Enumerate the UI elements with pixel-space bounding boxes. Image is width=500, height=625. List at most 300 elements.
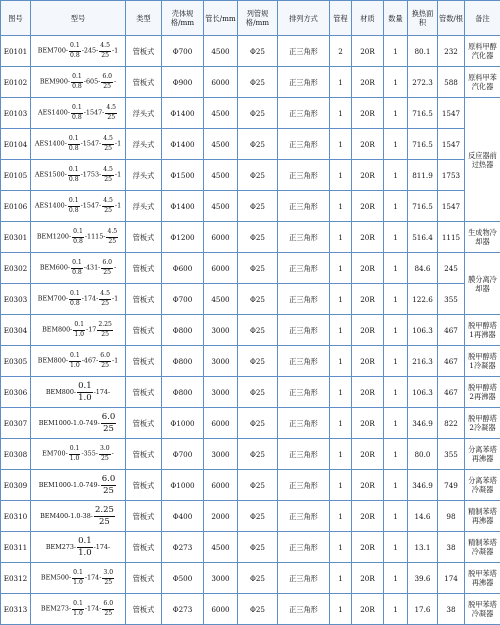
fraction-denominator: 25 [102,579,114,586]
material-cell: 20R [352,439,384,470]
drawing-no-cell: E0310 [1,501,31,532]
model-prefix: BEM700- [38,47,68,55]
model-cell [31,408,126,439]
passes-cell: 1 [330,501,352,532]
model-cell [31,284,126,315]
quantity-cell: 1 [384,98,408,129]
table-row [1,284,500,315]
model-fraction [102,136,114,151]
fraction-denominator: 25 [99,300,111,307]
model-cell [31,222,126,253]
model-prefix: BEM800- [38,357,68,365]
fraction-denominator: 1.0 [72,579,84,586]
fraction-denominator: 0.8 [72,238,84,245]
quantity-cell: 1 [384,439,408,470]
area-cell: 39.6 [408,563,438,594]
tube-count-cell: 98 [438,501,465,532]
fraction-denominator: 25 [101,83,113,90]
tube-spec-cell: Φ25 [238,253,278,284]
drawing-no-cell: E0104 [1,129,31,160]
tube-spec-cell: Φ25 [238,191,278,222]
header-type: 类型 [126,1,162,36]
tube-count-cell: 1547 [438,129,465,160]
layout-cell: 正三角形 [278,377,330,408]
tube-count-cell: 588 [438,67,465,98]
model-cell [31,563,126,594]
fraction-numerator: 4.5 [99,43,111,51]
table-row [1,67,500,98]
model-suffix: -1 [115,202,121,210]
type-cell: 管板式 [126,377,162,408]
quantity-cell: 1 [384,67,408,98]
model-cell [31,439,126,470]
fraction-numerator: 4.5 [102,167,114,175]
model-fraction [68,167,80,182]
fraction-numerator: 2.25 [94,506,115,517]
model-middle: -174- [94,388,111,396]
shell-spec-cell: Φ900 [162,67,204,98]
model-fraction [102,601,114,616]
fraction-numerator: 0.1 [72,570,84,578]
fraction-denominator: 1.0 [69,455,81,462]
table-row [1,129,500,160]
model-middle: -17 [86,326,96,334]
fraction-numerator: 0.1 [73,322,85,330]
model-fraction [68,198,80,213]
drawing-no-cell: E0105 [1,160,31,191]
fraction-denominator: 25 [102,176,114,183]
remark-cell: 脱甲苯塔冷凝器 [465,594,500,625]
table-row [1,253,500,284]
area-cell: 84.6 [408,253,438,284]
remark-cell: 膜分离冷却器 [465,253,500,315]
material-cell: 20R [352,253,384,284]
tube-count-cell: 232 [438,36,465,67]
fraction-denominator: 25 [101,269,113,276]
model-cell [31,36,126,67]
quantity-cell: 1 [384,129,408,160]
table-row [1,532,500,563]
fraction-denominator: 0.8 [68,176,80,183]
passes-cell: 1 [330,439,352,470]
shell-spec-cell: Φ1000 [162,470,204,501]
type-cell: 管板式 [126,284,162,315]
layout-cell: 正三角形 [278,98,330,129]
material-cell: 20R [352,470,384,501]
fraction-numerator: 6.0 [101,475,117,486]
type-cell: 管板式 [126,36,162,67]
shell-spec-cell: Φ400 [162,501,204,532]
model-cell [31,253,126,284]
model-middle: -1547- [81,140,102,148]
header-tube-spec: 列管规格/mm [238,1,278,36]
tube-spec-cell: Φ25 [238,594,278,625]
layout-cell: 正三角形 [278,408,330,439]
fraction-denominator: 0.8 [71,269,83,276]
area-cell: 17.6 [408,594,438,625]
material-cell: 20R [352,67,384,98]
table-row [1,439,500,470]
fraction-denominator: 25 [99,455,111,462]
area-cell: 122.6 [408,284,438,315]
layout-cell: 正三角形 [278,439,330,470]
type-cell: 管板式 [126,315,162,346]
area-cell: 346.9 [408,408,438,439]
tube-spec-cell: Φ25 [238,284,278,315]
model-prefix: BEM500- [41,574,71,582]
table-row [1,346,500,377]
tube-count-cell: 1547 [438,191,465,222]
fraction-numerator: 2.25 [97,322,113,330]
type-cell: 管板式 [126,470,162,501]
tube-length-cell: 6000 [204,408,238,439]
shell-spec-cell: Φ500 [162,563,204,594]
tube-length-cell: 4500 [204,98,238,129]
model-middle: -1547- [81,202,102,210]
model-fraction [69,291,81,306]
tube-length-cell: 6000 [204,594,238,625]
header-row [1,1,500,36]
remark-cell: 脱甲醇塔2再沸器 [465,377,500,408]
quantity-cell: 1 [384,222,408,253]
material-cell: 20R [352,594,384,625]
model-prefix: AES1500- [35,171,67,179]
drawing-no-cell: E0305 [1,346,31,377]
material-cell: 20R [352,346,384,377]
model-fraction [72,570,84,585]
layout-cell: 正三角形 [278,284,330,315]
layout-cell: 正三角形 [278,315,330,346]
quantity-cell: 1 [384,594,408,625]
shell-spec-cell: Φ1200 [162,222,204,253]
model-fraction [73,322,85,337]
material-cell: 20R [352,160,384,191]
header-material: 材质 [352,1,384,36]
quantity-cell: 1 [384,532,408,563]
table-row [1,222,500,253]
header-tube-count: 管数/根 [438,1,465,36]
shell-spec-cell: Φ800 [162,377,204,408]
shell-spec-cell: Φ1500 [162,160,204,191]
tube-length-cell: 4500 [204,129,238,160]
model-fraction [77,537,93,557]
fraction-denominator: 25 [105,114,117,121]
tube-spec-cell: Φ25 [238,98,278,129]
model-prefix: BEM273- [46,543,76,551]
tube-count-cell: 245 [438,253,465,284]
passes-cell: 1 [330,563,352,594]
tube-count-cell: 467 [438,315,465,346]
model-cell [31,129,126,160]
shell-spec-cell: Φ600 [162,253,204,284]
model-fraction [105,105,117,120]
shell-spec-cell: Φ273 [162,532,204,563]
model-cell [31,315,126,346]
area-cell: 811.9 [408,160,438,191]
table-row [1,36,500,67]
model-fraction [94,506,115,526]
model-middle: -174- [85,574,102,582]
tube-length-cell: 3000 [204,563,238,594]
fraction-numerator: 0.1 [71,260,83,268]
model-suffix: -1 [112,295,118,303]
tube-count-cell: 1753 [438,160,465,191]
tube-count-cell: 355 [438,284,465,315]
fraction-numerator: 0.1 [69,43,81,51]
drawing-no-cell: E0302 [1,253,31,284]
model-fraction [69,446,81,461]
area-cell: 716.5 [408,191,438,222]
layout-cell: 正三角形 [278,532,330,563]
fraction-denominator: 25 [99,52,111,59]
passes-cell: 1 [330,98,352,129]
header-layout: 排列方式 [278,1,330,36]
area-cell: 516.4 [408,222,438,253]
type-cell: 管板式 [126,501,162,532]
passes-cell: 1 [330,253,352,284]
layout-cell: 正三角形 [278,563,330,594]
model-fraction [71,260,83,275]
shell-spec-cell: Φ700 [162,284,204,315]
tube-length-cell: 6000 [204,67,238,98]
passes-cell: 2 [330,36,352,67]
model-fraction [69,43,81,58]
remark-cell: 生成物冷却器 [465,222,500,253]
model-fraction [99,446,111,461]
quantity-cell: 1 [384,408,408,439]
drawing-no-cell: E0313 [1,594,31,625]
passes-cell: 1 [330,222,352,253]
layout-cell: 正三角形 [278,67,330,98]
model-suffix: - [114,264,116,272]
model-fraction [99,353,111,368]
shell-spec-cell: Φ700 [162,439,204,470]
quantity-cell: 1 [384,253,408,284]
drawing-no-cell: E0102 [1,67,31,98]
model-fraction [69,353,81,368]
model-fraction [68,136,80,151]
quantity-cell: 1 [384,191,408,222]
model-middle: -467- [82,357,99,365]
material-cell: 20R [352,501,384,532]
model-fraction [101,413,117,433]
model-middle: -1547- [84,109,105,117]
table-row [1,594,500,625]
tube-length-cell: 3000 [204,315,238,346]
tube-count-cell: 38 [438,532,465,563]
layout-cell: 正三角形 [278,36,330,67]
model-cell [31,377,126,408]
shell-spec-cell: Φ800 [162,346,204,377]
model-prefix: BEM700- [38,295,68,303]
tube-spec-cell: Φ25 [238,563,278,594]
fraction-numerator: 4.5 [102,136,114,144]
model-prefix: BEM1200- [37,233,71,241]
passes-cell: 1 [330,284,352,315]
drawing-no-cell: E0309 [1,470,31,501]
model-fraction [102,570,114,585]
fraction-denominator: 1.0 [69,362,81,369]
material-cell: 20R [352,284,384,315]
tube-count-cell: 1547 [438,98,465,129]
drawing-no-cell: E0301 [1,222,31,253]
layout-cell: 正三角形 [278,470,330,501]
quantity-cell: 1 [384,501,408,532]
fraction-denominator: 25 [102,207,114,214]
fraction-numerator: 4.5 [102,198,114,206]
tube-length-cell: 4500 [204,191,238,222]
layout-cell: 正三角形 [278,594,330,625]
model-cell [31,67,126,98]
fraction-denominator: 25 [101,424,117,434]
quantity-cell: 1 [384,315,408,346]
passes-cell: 1 [330,346,352,377]
type-cell: 管板式 [126,532,162,563]
remark-cell: 反应器前过热器 [465,98,500,222]
passes-cell: 1 [330,191,352,222]
passes-cell: 1 [330,470,352,501]
table-row [1,470,500,501]
tube-spec-cell: Φ25 [238,439,278,470]
table-body [1,36,500,625]
area-cell: 13.1 [408,532,438,563]
fraction-denominator: 25 [106,238,118,245]
remark-cell: 精制苯塔再沸器 [465,501,500,532]
remark-cell: 分离苯塔冷凝器 [465,470,500,501]
fraction-numerator: 3.0 [102,570,114,578]
type-cell: 管板式 [126,439,162,470]
tube-count-cell: 355 [438,439,465,470]
tube-spec-cell: Φ25 [238,501,278,532]
remark-cell: 脱甲苯塔再沸器 [465,563,500,594]
type-cell: 管板式 [126,563,162,594]
model-fraction [99,43,111,58]
tube-length-cell: 6000 [204,222,238,253]
fraction-numerator: 0.1 [71,105,83,113]
fraction-numerator: 4.5 [105,105,117,113]
remark-cell: 原料甲醇汽化器 [465,36,500,67]
drawing-no-cell: E0303 [1,284,31,315]
model-fraction [102,198,114,213]
tube-spec-cell: Φ25 [238,222,278,253]
fraction-numerator: 0.1 [72,601,84,609]
shell-spec-cell: Φ700 [162,36,204,67]
tube-length-cell: 3000 [204,346,238,377]
fraction-denominator: 25 [97,331,113,338]
tube-length-cell: 6000 [204,470,238,501]
model-prefix: BEM400-1.0-38- [40,512,93,520]
fraction-denominator: 1.0 [73,331,85,338]
model-cell [31,346,126,377]
passes-cell: 1 [330,408,352,439]
shell-spec-cell: Φ1000 [162,408,204,439]
shell-spec-cell: Φ1400 [162,191,204,222]
fraction-denominator: 25 [94,517,115,527]
quantity-cell: 1 [384,563,408,594]
tube-spec-cell: Φ25 [238,532,278,563]
model-prefix: BEM1000-1.0-749- [39,419,100,427]
model-prefix: BEM1000-1.0-749- [39,481,100,489]
drawing-no-cell: E0312 [1,563,31,594]
header-model: 型号 [31,1,126,36]
header-tube-length: 管长/mm [204,1,238,36]
fraction-numerator: 4.5 [106,229,118,237]
model-prefix: AES1400- [35,202,67,210]
model-fraction [77,382,93,402]
model-prefix: BEM800- [46,388,76,396]
model-fraction [102,167,114,182]
fraction-numerator: 0.1 [69,446,81,454]
layout-cell: 正三角形 [278,253,330,284]
header-shell-spec: 壳体规格/mm [162,1,204,36]
model-fraction [72,601,84,616]
tube-length-cell: 4500 [204,160,238,191]
layout-cell: 正三角形 [278,129,330,160]
passes-cell: 1 [330,377,352,408]
fraction-denominator: 1.0 [77,393,93,403]
fraction-numerator: 0.1 [68,198,80,206]
table-row [1,191,500,222]
header-quantity: 数量 [384,1,408,36]
fraction-numerator: 3.0 [99,446,111,454]
shell-spec-cell: Φ273 [162,594,204,625]
drawing-no-cell: E0304 [1,315,31,346]
layout-cell: 正三角形 [278,501,330,532]
fraction-denominator: 0.8 [68,207,80,214]
type-cell: 管板式 [126,253,162,284]
tube-spec-cell: Φ25 [238,346,278,377]
model-cell [31,160,126,191]
tube-length-cell: 4500 [204,532,238,563]
model-middle: -245- [82,47,99,55]
type-cell: 管板式 [126,594,162,625]
model-middle: -174- [85,605,102,613]
fraction-denominator: 1.0 [72,610,84,617]
model-fraction [101,260,113,275]
passes-cell: 1 [330,594,352,625]
table-row [1,563,500,594]
area-cell: 716.5 [408,98,438,129]
table-row [1,315,500,346]
area-cell: 346.9 [408,470,438,501]
material-cell: 20R [352,191,384,222]
model-cell [31,98,126,129]
drawing-no-cell: E0103 [1,98,31,129]
model-suffix: - [112,450,114,458]
model-prefix: EM700- [42,450,68,458]
model-cell [31,470,126,501]
model-suffix: -1 [112,357,118,365]
fraction-denominator: 0.8 [69,52,81,59]
tube-count-cell: 174 [438,563,465,594]
type-cell: 管板式 [126,67,162,98]
layout-cell: 正三角形 [278,222,330,253]
area-cell: 716.5 [408,129,438,160]
fraction-denominator: 0.8 [71,83,83,90]
tube-spec-cell: Φ25 [238,408,278,439]
model-fraction [106,229,118,244]
passes-cell: 1 [330,160,352,191]
tube-spec-cell: Φ25 [238,160,278,191]
area-cell: 80.0 [408,439,438,470]
type-cell: 管板式 [126,222,162,253]
type-cell: 浮头式 [126,191,162,222]
material-cell: 20R [352,315,384,346]
model-middle: -1753- [81,171,102,179]
header-remark: 备注 [465,1,500,36]
fraction-denominator: 0.8 [68,145,80,152]
remark-cell: 脱甲醇塔1再沸器 [465,315,500,346]
